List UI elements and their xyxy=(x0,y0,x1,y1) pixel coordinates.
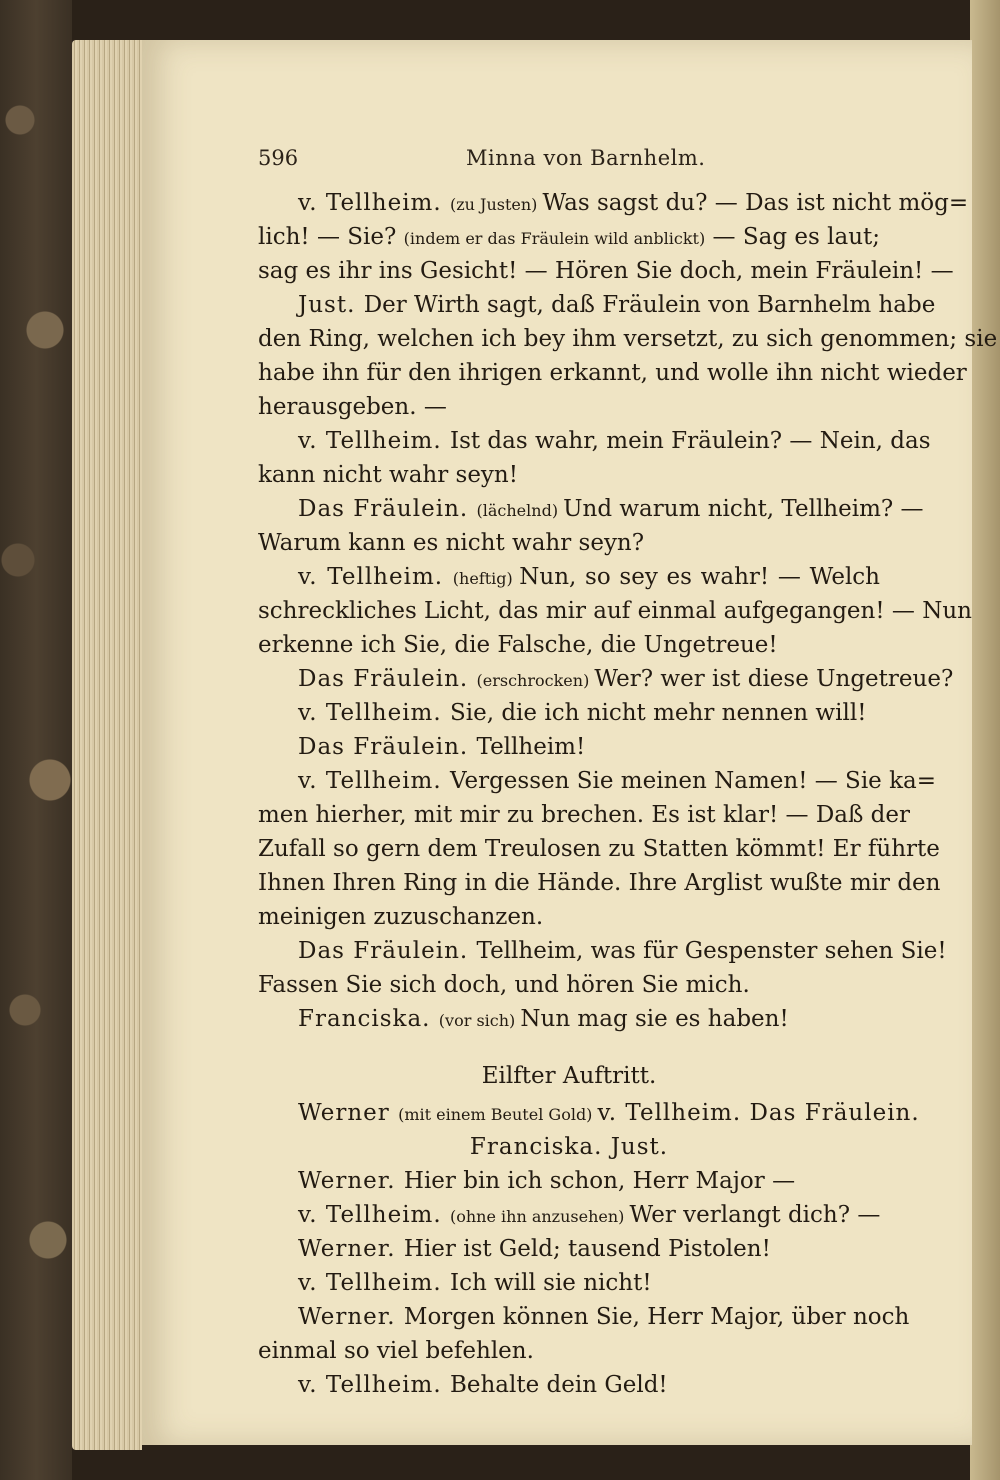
stage-direction: (lächelnd) xyxy=(476,501,564,520)
stage-direction: (ohne ihn anzusehen) xyxy=(449,1207,630,1226)
text-line xyxy=(258,968,880,1002)
text-line xyxy=(258,934,947,968)
text-line xyxy=(258,356,967,390)
stage-direction: (indem er das Fräulein wild anblickt) xyxy=(403,229,706,248)
speaker-name: v. Tellheim. xyxy=(298,1372,450,1398)
dialogue-text: Warum kann es nicht wahr seyn? xyxy=(258,530,645,556)
text-line xyxy=(258,288,936,322)
dialogue-block-2 xyxy=(258,1164,910,1402)
dialogue-text: Vergessen Sie meinen Namen! — Sie ka= xyxy=(449,768,937,794)
speaker-name: v. Tellheim. xyxy=(298,190,450,216)
text-line xyxy=(258,220,880,254)
text-line xyxy=(258,730,880,764)
speaker-name: Werner. xyxy=(298,1168,404,1194)
text-line xyxy=(258,1002,880,1036)
dialogue-text: einmal so viel befehlen. xyxy=(258,1338,534,1364)
dialogue-text: Tellheim, was für Gespenster sehen Sie! xyxy=(476,938,947,964)
text-line xyxy=(258,1096,920,1130)
text-line xyxy=(258,696,880,730)
dialogue-text: herausgeben. — xyxy=(258,394,447,420)
speaker-name: Werner. xyxy=(298,1236,404,1262)
dialogue-text: Was sagst du? — Das ist nicht mög= xyxy=(542,190,969,216)
text-line xyxy=(258,1232,880,1266)
text-line xyxy=(258,628,880,662)
dialogue-text: sag es ihr ins Gesicht! — Hören Sie doch, mein Fräulein! — xyxy=(258,258,954,284)
right-page-edge xyxy=(970,0,1000,1480)
dialogue-text: Fassen Sie sich doch, und hören Sie mich. xyxy=(258,972,750,998)
text-line xyxy=(258,900,880,934)
dialogue-text: erkenne ich Sie, die Falsche, die Ungetreue! xyxy=(258,632,778,658)
marbled-cover xyxy=(0,0,72,1480)
text-line xyxy=(258,492,924,526)
text-line xyxy=(258,832,940,866)
text-line xyxy=(258,764,937,798)
stage-direction: (vor sich) xyxy=(438,1011,521,1030)
dialogue-text: men hierher, mit mir zu brechen. Es ist klar! — Daß der xyxy=(258,802,910,828)
speaker-name: v. Tellheim. xyxy=(298,768,450,794)
speaker-name: Das Fräulein. xyxy=(298,496,477,522)
stage-direction: (mit einem Beutel Gold) xyxy=(398,1105,598,1124)
dialogue-block-1 xyxy=(258,186,998,1036)
dialogue-text: Behalte dein Geld! xyxy=(449,1372,668,1398)
speaker-name: Just. xyxy=(298,292,364,318)
speaker-name: Franciska. Just. xyxy=(469,1134,669,1160)
text-line xyxy=(258,866,941,900)
dialogue-text: Der Wirth sagt, daß Fräulein von Barnhelm habe xyxy=(363,292,936,318)
text-line xyxy=(258,322,998,356)
text-line xyxy=(258,458,880,492)
speaker-name: v. Tellheim. Das Fräulein. xyxy=(597,1100,920,1126)
speaker-name: Das Fräulein. xyxy=(298,666,477,692)
speaker-name: v. Tellheim. xyxy=(298,428,450,454)
dialogue-text: Tellheim! xyxy=(476,734,586,760)
dialogue-text: meinigen zuzuschanzen. xyxy=(258,904,544,930)
dialogue-text: Ihnen Ihren Ring in die Hände. Ihre Arglist wußte mir den xyxy=(258,870,941,896)
scene-heading: Eilfter Auftritt. xyxy=(481,1063,657,1089)
dialogue-text: Wer? wer ist diese Ungetreue? xyxy=(594,666,954,692)
text-line xyxy=(258,1266,880,1300)
dialogue-text: den Ring, welchen ich bey ihm versetzt, zu sich genommen; sie xyxy=(258,326,998,352)
speaker-name: v. Tellheim. xyxy=(298,1202,450,1228)
text-line xyxy=(258,1198,880,1232)
text-line xyxy=(258,526,880,560)
dialogue-text: Wer verlangt dich? — xyxy=(629,1202,881,1228)
page-header xyxy=(258,146,878,176)
text-block xyxy=(258,186,998,1402)
speaker-name: Das Fräulein. xyxy=(298,734,477,760)
speaker-name: Franciska. xyxy=(298,1006,439,1032)
dialogue-text: Zufall so gern dem Treulosen zu Statten kömmt! Er führte xyxy=(258,836,940,862)
speaker-name: Werner xyxy=(298,1100,399,1126)
stage-direction: (zu Justen) xyxy=(449,195,543,214)
text-line xyxy=(258,662,954,696)
text-line xyxy=(258,798,910,832)
text-line xyxy=(258,1130,880,1164)
dialogue-text: Ist das wahr, mein Fräulein? — Nein, das xyxy=(449,428,931,454)
dialogue-text: lich! — Sie? xyxy=(258,224,404,250)
dialogue-text: Morgen können Sie, Herr Major, über noch xyxy=(403,1304,910,1330)
page-stack xyxy=(72,40,142,1450)
dialogue-text: Hier ist Geld; tausend Pistolen! xyxy=(403,1236,771,1262)
dialogue-text: Hier bin ich schon, Herr Major — xyxy=(403,1168,796,1194)
dialogue-text: kann nicht wahr seyn! xyxy=(258,462,518,488)
dialogue-text: Ich will sie nicht! xyxy=(449,1270,652,1296)
dialogue-text: — Sag es laut; xyxy=(705,224,880,250)
dialogue-text: Sie, die ich nicht mehr nennen will! xyxy=(449,700,867,726)
text-line xyxy=(258,390,880,424)
text-line xyxy=(258,1300,910,1334)
dialogue-text: habe ihn für den ihrigen erkannt, und wolle ihn nicht wieder xyxy=(258,360,967,386)
stage-cast xyxy=(258,1096,920,1164)
dialogue-text: schreckliches Licht, das mir auf einmal aufgegangen! — Nun xyxy=(258,598,972,624)
speaker-name: v. Tellheim. xyxy=(298,1270,450,1296)
dialogue-text: Nun, so sey es wahr! — Welch xyxy=(519,564,880,590)
speaker-name: Werner. xyxy=(298,1304,404,1330)
dialogue-text: Und warum nicht, Tellheim? — xyxy=(563,496,924,522)
running-title: Minna von Barnhelm. xyxy=(466,146,706,170)
text-line xyxy=(258,1164,880,1198)
speaker-name: Das Fräulein. xyxy=(298,938,477,964)
text-line xyxy=(258,424,931,458)
text-line xyxy=(258,186,969,220)
page-number: 596 xyxy=(258,146,299,170)
text-line xyxy=(258,594,972,628)
speaker-name: v. Tellheim. xyxy=(298,700,450,726)
text-line xyxy=(258,1334,880,1368)
text-line xyxy=(258,1368,880,1402)
text-line xyxy=(258,254,954,288)
text-line xyxy=(258,560,880,594)
stage-direction: (heftig) xyxy=(452,569,520,588)
dialogue-text: Nun mag sie es haben! xyxy=(520,1006,789,1032)
stage-direction: (erschrocken) xyxy=(476,671,595,690)
speaker-name: v. Tellheim. xyxy=(298,564,453,590)
